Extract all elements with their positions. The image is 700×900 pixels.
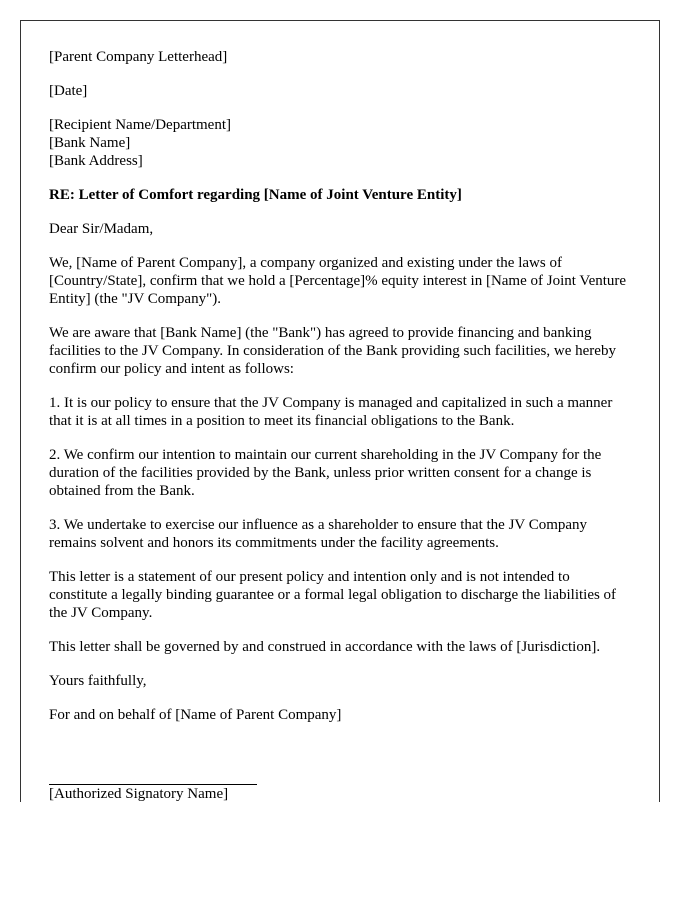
closing: Yours faithfully, bbox=[49, 673, 147, 689]
paragraph-point-3: 3. We undertake to exercise our influence as a shareholder to ensure that the JV Company remains solvent and honors its commitments under the facility agreements. bbox=[49, 517, 588, 551]
salutation: Dear Sir/Madam, bbox=[49, 221, 154, 237]
date: [Date] bbox=[49, 83, 88, 99]
paragraph-point-1: 1. It is our policy to ensure that the JV Company is managed and capitalized in such a manner that it is at all times in a position to meet its financial obligations to the Bank. bbox=[49, 395, 613, 429]
paragraph-governing-law: This letter shall be governed by and construed in accordance with the laws of [Jurisdiction]. bbox=[49, 639, 601, 655]
recipient-block bbox=[49, 116, 631, 170]
subject-line: RE: Letter of Comfort regarding [Name of Joint Venture Entity] bbox=[49, 187, 462, 203]
letterhead: [Parent Company Letterhead] bbox=[49, 49, 228, 65]
recipient-name: [Recipient Name/Department] bbox=[49, 117, 232, 133]
paragraph-point-2: 2. We confirm our intention to maintain our current shareholding in the JV Company for the duration of the facilities provided by the Bank, unless prior written consent for a change is obtained from the Bank. bbox=[49, 447, 602, 499]
signature-line bbox=[49, 784, 257, 802]
signature-space bbox=[49, 740, 631, 784]
paragraph-awareness: We are aware that [Bank Name] (the "Bank") has agreed to provide financing and banking facilities to the JV Company. In consideration of the Bank providing such facilities, we hereby confirm our policy and intent as follows: bbox=[49, 325, 616, 377]
bank-name: [Bank Name] bbox=[49, 135, 131, 151]
paragraph-intro: We, [Name of Parent Company], a company organized and existing under the laws of [Country/State], confirm that we hold a [Percentage]% equity interest in [Name of Joint Venture Entity] (the "JV Company"). bbox=[49, 255, 627, 307]
on-behalf-line: For and on behalf of [Name of Parent Company] bbox=[49, 707, 342, 723]
bank-address: [Bank Address] bbox=[49, 153, 143, 169]
signatory-name: [Authorized Signatory Name] bbox=[49, 786, 229, 802]
paragraph-disclaimer: This letter is a statement of our present policy and intention only and is not intended to constitute a legally binding guarantee or a formal legal obligation to discharge the liabilities of the JV Company. bbox=[49, 569, 617, 621]
letter-document bbox=[20, 20, 660, 802]
